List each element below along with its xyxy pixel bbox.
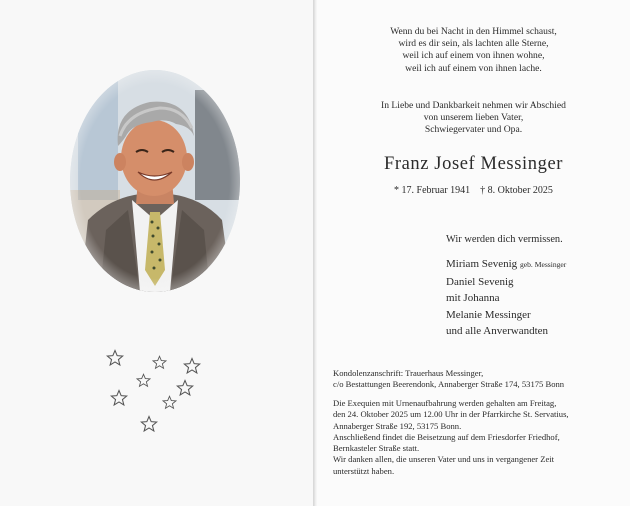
condolence-address [333, 368, 623, 391]
service-line: Bernkasteler Straße statt. [333, 443, 420, 454]
star-icon [140, 415, 158, 433]
service-line: Die Exequien mit Urnenaufbahrung werden gehalten am Freitag, [333, 398, 557, 408]
farewell-line: In Liebe und Dankbarkeit nehmen wir Abschied [381, 100, 566, 111]
farewell-text [317, 100, 630, 137]
portrait-vignette [70, 70, 240, 292]
miss-line: Wir werden dich vermissen. [446, 234, 563, 245]
family-member: und alle Anverwandten [446, 325, 549, 338]
star-icon [110, 389, 128, 407]
condolence-line: c/o Bestattungen Beerendonk, Annaberger Straße 174, 53175 Bonn [333, 379, 565, 390]
star-icon [136, 373, 151, 388]
portrait-photo [70, 70, 240, 292]
star-icon [152, 355, 167, 370]
star-icon [176, 379, 194, 397]
family-list [446, 256, 566, 340]
star-icon [183, 357, 201, 375]
poem [317, 26, 630, 75]
family-member [446, 256, 566, 274]
maiden-name-note: geb. Messinger [519, 260, 567, 269]
service-line: den 24. Oktober 2025 um 12.00 Uhr in der Pfarrkirche St. Servatius, [333, 409, 569, 420]
family-member: Melanie Messinger [446, 308, 531, 321]
star-icon [106, 349, 124, 367]
life-dates [317, 185, 630, 197]
birth-date: * 17. Februar 1941 [394, 185, 471, 196]
poem-line: weil ich auf einem von ihnen lache. [405, 62, 542, 74]
stars-decoration [100, 345, 210, 435]
deceased-name: Franz Josef Messinger [383, 154, 564, 174]
service-line: Wir danken allen, die unseren Vater und uns in vergangener Zeit [333, 454, 555, 465]
farewell-line: von unserem lieben Vater, [423, 112, 524, 124]
farewell-line: Schwiegervater und Opa. [424, 124, 523, 136]
star-icon [162, 395, 177, 410]
service-line: Anschließend findet die Beisetzung auf dem Friesdorfer Friedhof, [333, 431, 560, 442]
poem-line: wird es dir sein, als lachten alle Sterne, [398, 38, 549, 50]
poem-line: weil ich auf einem von ihnen wohne, [402, 50, 545, 62]
poem-line: Wenn du bei Nacht in den Himmel schaust, [390, 26, 557, 37]
family-member: mit Johanna [446, 292, 500, 305]
family-member-name: Miriam Sevenig [446, 258, 518, 270]
service-line: Annaberger Straße 192, 53175 Bonn. [333, 420, 462, 431]
service-line: unterstützt haben. [333, 465, 395, 476]
condolence-line: Kondolenzanschrift: Trauerhaus Messinger, [333, 368, 484, 378]
death-date: † 8. Oktober 2025 [480, 185, 553, 196]
family-member: Daniel Sevenig [446, 275, 514, 288]
service-details [333, 398, 623, 477]
